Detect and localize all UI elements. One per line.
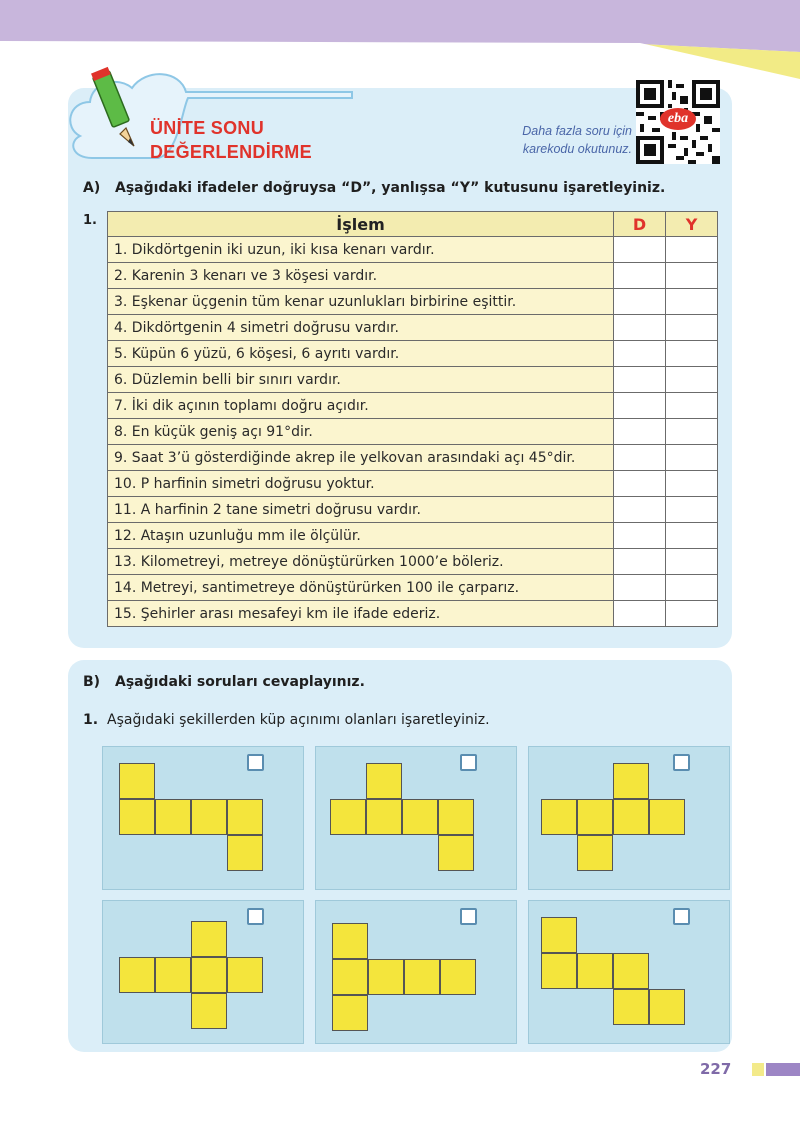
net-square xyxy=(541,953,577,989)
net-square xyxy=(649,799,685,835)
d-answer-box[interactable] xyxy=(614,419,666,445)
statement-cell: 5. Küpün 6 yüzü, 6 köşesi, 6 ayrıtı vardır. xyxy=(108,341,614,367)
net-square xyxy=(155,957,191,993)
statement-cell: 7. İki dik açının toplamı doğru açıdır. xyxy=(108,393,614,419)
d-answer-box[interactable] xyxy=(614,393,666,419)
d-answer-box[interactable] xyxy=(614,523,666,549)
table-row xyxy=(108,315,718,341)
d-answer-box[interactable] xyxy=(614,315,666,341)
section-a-instruction xyxy=(83,180,665,196)
table-row xyxy=(108,367,718,393)
y-answer-box[interactable] xyxy=(666,523,718,549)
net-square xyxy=(438,799,474,835)
y-answer-box[interactable] xyxy=(666,575,718,601)
cube-net-card xyxy=(102,900,304,1044)
page-number-bar-yellow xyxy=(752,1063,764,1076)
net-square xyxy=(119,957,155,993)
table-row xyxy=(108,575,718,601)
true-false-table xyxy=(107,211,718,627)
section-a-label: A) xyxy=(83,180,101,196)
table-row xyxy=(108,263,718,289)
section-a-question-number: 1. xyxy=(83,213,97,228)
net-square xyxy=(613,799,649,835)
table-row xyxy=(108,549,718,575)
y-answer-box[interactable] xyxy=(666,445,718,471)
section-b-question xyxy=(83,712,490,728)
section-a-instruction-text: Aşağıdaki ifadeler doğruysa “D”, yanlışsa “Y” kutusunu işaretleyiniz. xyxy=(115,180,666,196)
net-square xyxy=(541,799,577,835)
table-row xyxy=(108,471,718,497)
net-square xyxy=(227,835,263,871)
section-b-label: B) xyxy=(83,674,101,690)
table-row xyxy=(108,341,718,367)
table-row xyxy=(108,601,718,627)
net-square xyxy=(227,799,263,835)
net-square xyxy=(119,799,155,835)
table-row xyxy=(108,393,718,419)
net-square xyxy=(155,799,191,835)
net-checkbox[interactable] xyxy=(673,908,690,925)
net-square xyxy=(191,957,227,993)
net-checkbox[interactable] xyxy=(460,908,477,925)
cube-net-card xyxy=(528,900,730,1044)
net-square xyxy=(577,953,613,989)
d-answer-box[interactable] xyxy=(614,601,666,627)
net-square xyxy=(191,993,227,1029)
net-square xyxy=(541,917,577,953)
section-b-question-text: Aşağıdaki şekillerden küp açınımı olanları işaretleyiniz. xyxy=(107,712,490,728)
y-answer-box[interactable] xyxy=(666,601,718,627)
d-answer-box[interactable] xyxy=(614,341,666,367)
statement-cell: 8. En küçük geniş açı 91°dir. xyxy=(108,419,614,445)
statement-cell: 1. Dikdörtgenin iki uzun, iki kısa kenarı vardır. xyxy=(108,237,614,263)
net-square xyxy=(366,799,402,835)
y-answer-box[interactable] xyxy=(666,497,718,523)
table-row xyxy=(108,497,718,523)
y-answer-box[interactable] xyxy=(666,393,718,419)
page-number-bar-purple xyxy=(766,1063,800,1076)
d-answer-box[interactable] xyxy=(614,263,666,289)
d-answer-box[interactable] xyxy=(614,549,666,575)
d-answer-box[interactable] xyxy=(614,575,666,601)
net-square xyxy=(332,923,368,959)
net-square xyxy=(119,763,155,799)
qr-caption-line-2: karekodu okutunuz. xyxy=(522,142,632,156)
statement-cell: 3. Eşkenar üçgenin tüm kenar uzunlukları birbirine eşittir. xyxy=(108,289,614,315)
net-square xyxy=(332,959,368,995)
table-row xyxy=(108,289,718,315)
statement-cell: 4. Dikdörtgenin 4 simetri doğrusu vardır. xyxy=(108,315,614,341)
cube-net-card xyxy=(102,746,304,890)
table-row xyxy=(108,419,718,445)
title-line-1: ÜNİTE SONU xyxy=(150,118,265,138)
net-square xyxy=(577,799,613,835)
cube-net-card xyxy=(528,746,730,890)
y-answer-box[interactable] xyxy=(666,549,718,575)
net-square xyxy=(440,959,476,995)
net-square xyxy=(191,921,227,957)
qr-caption-line-1: Daha fazla soru için xyxy=(522,124,632,138)
d-answer-box[interactable] xyxy=(614,367,666,393)
header-d: D xyxy=(614,212,666,237)
net-checkbox[interactable] xyxy=(247,754,264,771)
table-header-row xyxy=(108,212,718,237)
d-answer-box[interactable] xyxy=(614,445,666,471)
net-square xyxy=(191,799,227,835)
y-answer-box[interactable] xyxy=(666,341,718,367)
table-body xyxy=(108,237,718,627)
section-b-instruction-text: Aşağıdaki soruları cevaplayınız. xyxy=(115,674,365,690)
statement-cell: 6. Düzlemin belli bir sınırı vardır. xyxy=(108,367,614,393)
section-b-question-number: 1. xyxy=(83,712,99,728)
y-answer-box[interactable] xyxy=(666,315,718,341)
statement-cell: 13. Kilometreyi, metreye dönüştürürken 1000’e böleriz. xyxy=(108,549,614,575)
net-square xyxy=(368,959,404,995)
d-answer-box[interactable] xyxy=(614,289,666,315)
net-square xyxy=(613,763,649,799)
net-square xyxy=(613,989,649,1025)
net-checkbox[interactable] xyxy=(460,754,477,771)
d-answer-box[interactable] xyxy=(614,497,666,523)
page-number: 227 xyxy=(700,1060,732,1078)
y-answer-box[interactable] xyxy=(666,367,718,393)
net-checkbox[interactable] xyxy=(247,908,264,925)
table-row xyxy=(108,237,718,263)
title-line-2: DEĞERLENDİRME xyxy=(150,142,312,162)
statement-cell: 10. P harfinin simetri doğrusu yoktur. xyxy=(108,471,614,497)
y-answer-box[interactable] xyxy=(666,471,718,497)
net-square xyxy=(332,995,368,1031)
statement-cell: 11. A harfinin 2 tane simetri doğrusu vardır. xyxy=(108,497,614,523)
table-row xyxy=(108,523,718,549)
section-b-instruction xyxy=(83,674,365,690)
net-square xyxy=(227,957,263,993)
net-square xyxy=(577,835,613,871)
table-row xyxy=(108,445,718,471)
statement-cell: 14. Metreyi, santimetreye dönüştürürken 100 ile çarparız. xyxy=(108,575,614,601)
y-answer-box[interactable] xyxy=(666,289,718,315)
net-square xyxy=(330,799,366,835)
net-square xyxy=(649,989,685,1025)
unit-review-title xyxy=(150,116,312,164)
eba-logo: eba xyxy=(660,108,696,130)
d-answer-box[interactable] xyxy=(614,471,666,497)
net-square xyxy=(402,799,438,835)
statement-cell: 15. Şehirler arası mesafeyi km ile ifade ederiz. xyxy=(108,601,614,627)
cube-net-card xyxy=(315,900,517,1044)
net-square xyxy=(438,835,474,871)
statement-cell: 9. Saat 3’ü gösterdiğinde akrep ile yelkovan arasındaki açı 45°dir. xyxy=(108,445,614,471)
statement-cell: 2. Karenin 3 kenarı ve 3 köşesi vardır. xyxy=(108,263,614,289)
net-square xyxy=(613,953,649,989)
qr-caption xyxy=(510,122,632,158)
header-statement: İşlem xyxy=(108,212,614,237)
header-y: Y xyxy=(666,212,718,237)
net-square xyxy=(404,959,440,995)
cube-net-card xyxy=(315,746,517,890)
statement-cell: 12. Ataşın uzunluğu mm ile ölçülür. xyxy=(108,523,614,549)
d-answer-box[interactable] xyxy=(614,237,666,263)
net-checkbox[interactable] xyxy=(673,754,690,771)
net-square xyxy=(366,763,402,799)
y-answer-box[interactable] xyxy=(666,237,718,263)
y-answer-box[interactable] xyxy=(666,419,718,445)
y-answer-box[interactable] xyxy=(666,263,718,289)
